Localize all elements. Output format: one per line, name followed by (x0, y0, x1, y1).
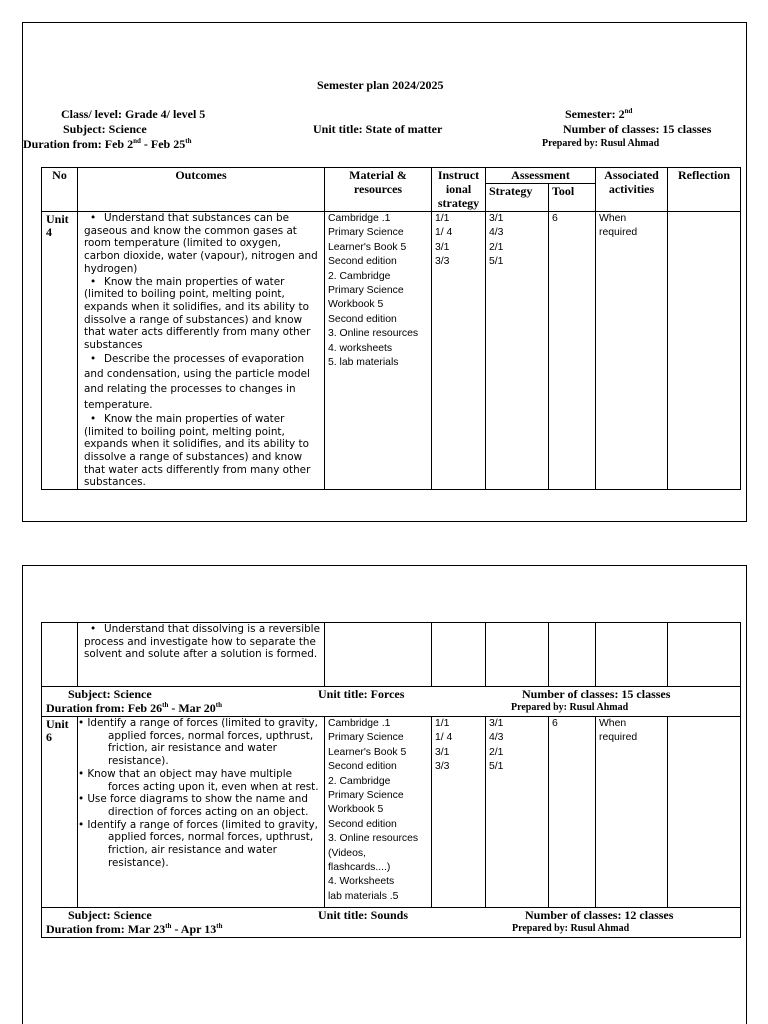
material-line: 3. Online resources (328, 328, 419, 340)
material-line: lab materials .5 (328, 890, 399, 902)
material-line: 2. Cambridge (328, 775, 391, 787)
instructional-value: 1/1 (435, 213, 450, 224)
instructional-value: 3/1 (435, 746, 450, 758)
associated-line: When (599, 213, 627, 224)
page-1 (22, 22, 747, 522)
header-assessment: Assessment (486, 168, 596, 184)
outcome-item: • Describe the processes of evaporation and condensation, using the particle model and relating the processes to changes in temperature. (84, 352, 310, 411)
outcome-item: • Know the main properties of water (limited to boiling point, melting point, expands when it solidifies, and its ability to dissolve a range of substances) and know that water acts differently from many other substances. (84, 412, 311, 489)
outcomes-cell (78, 212, 325, 490)
class-level: Class/ level: Grade 4/ level 5 (61, 107, 206, 121)
material-line: Second edition (328, 256, 397, 268)
unit-title: Unit title: State of matter (313, 122, 443, 136)
duration: Duration from: Feb 2nd - Feb 25th (23, 137, 192, 151)
plan-table-unit-4 (41, 167, 741, 490)
instructional-value: 3/1 (435, 241, 450, 253)
strategy-cell (486, 212, 549, 490)
reflection-cell (668, 717, 741, 908)
forces-unit-header (42, 687, 741, 717)
material-line: 3. Online resources (328, 833, 419, 845)
instructional-value: 3/3 (435, 761, 450, 773)
unit-title: Unit title: Sounds (318, 908, 409, 922)
strategy-value: 4/3 (489, 227, 504, 239)
reflection-cell (668, 212, 741, 490)
header-instructional: Instruct ional strategy (432, 168, 486, 212)
material-line: Primary Science (328, 285, 404, 297)
outcome-item: • Identify a range of forces (limited to gravity, applied forces, normal forces, upthrust, friction, air resistance and water resistance). (78, 818, 318, 869)
materials-cell (325, 212, 432, 490)
strategy-value: 3/1 (489, 213, 504, 224)
semester: Semester: 2nd (565, 107, 633, 121)
subject: Subject: Science (68, 687, 152, 701)
number-of-classes: Number of classes: 12 classes (525, 908, 674, 922)
associated-cell (596, 212, 668, 490)
header-strategy: Strategy (486, 184, 549, 212)
prepared-by: Prepared by: Rusul Ahmad (512, 923, 630, 934)
material-line: Second edition (328, 313, 397, 325)
unit-number: Unit 4 (42, 212, 78, 490)
instructional-value: 3/3 (435, 256, 450, 268)
instructional-cell (432, 212, 486, 490)
unit-title: Unit title: Forces (318, 687, 405, 701)
instructional-value: 1/ 4 (435, 732, 453, 744)
material-line: 2. Cambridge (328, 270, 391, 282)
header-tool: Tool (549, 184, 596, 212)
header-associated: Associated activities (596, 168, 668, 212)
continued-outcome: • Understand that dissolving is a reversible process and investigate how to separate the solvent and solute after a solution is formed. (78, 623, 325, 687)
material-line: 4. worksheets (328, 342, 393, 354)
strategy-value: 2/1 (489, 241, 504, 253)
material-line: 4. Worksheets (328, 876, 395, 888)
material-line: (Videos, (328, 847, 366, 859)
unit-number: Unit 6 (42, 717, 78, 908)
duration: Duration from: Mar 23th - Apr 13th (46, 922, 223, 936)
associated-line: When (599, 718, 627, 729)
number-of-classes: Number of classes: 15 classes (563, 122, 712, 136)
sounds-unit-header (42, 908, 741, 938)
material-line: Primary Science (328, 227, 404, 239)
prepared-by: Prepared by: Rusul Ahmad (542, 138, 660, 149)
subject: Subject: Science (63, 122, 147, 136)
instructional-cell (432, 717, 486, 908)
material-line: Learner's Book 5 (328, 241, 407, 253)
material-line: Primary Science (328, 790, 404, 802)
header-material: Material & resources (325, 168, 432, 212)
material-line: Workbook 5 (328, 299, 384, 311)
material-line: Second edition (328, 761, 397, 773)
duration: Duration from: Feb 26th - Mar 20th (46, 701, 223, 715)
subject: Subject: Science (68, 908, 152, 922)
plan-table-continued (41, 622, 741, 938)
material-line: Workbook 5 (328, 804, 384, 816)
outcome-item: • Understand that substances can be gaseous and know the common gases at room temperature (limited to oxygen, carbon dioxide, water (vapour), nitrogen and hydrogen) (84, 212, 318, 275)
tool-cell: 6 (549, 212, 596, 490)
material-line: Primary Science (328, 732, 404, 744)
associated-line: required (599, 732, 638, 744)
material-line: Cambridge .1 (328, 213, 391, 224)
tool-cell: 6 (549, 717, 596, 908)
materials-cell (325, 717, 432, 908)
material-line: Cambridge .1 (328, 718, 391, 729)
associated-cell (596, 717, 668, 908)
header-reflection: Reflection (668, 168, 741, 212)
instructional-value: 1/1 (435, 718, 450, 729)
strategy-value: 4/3 (489, 732, 504, 744)
page-title: Semester plan 2024/2025 (317, 78, 444, 92)
strategy-value: 2/1 (489, 746, 504, 758)
strategy-value: 3/1 (489, 718, 504, 729)
outcome-item: • Identify a range of forces (limited to gravity, applied forces, normal forces, upthrust, friction, air resistance and water resistance). (78, 717, 318, 768)
associated-line: required (599, 227, 638, 239)
number-of-classes: Number of classes: 15 classes (522, 687, 671, 701)
material-line: Learner's Book 5 (328, 746, 407, 758)
material-line: 5. lab materials (328, 357, 399, 369)
material-line: Second edition (328, 818, 397, 830)
prepared-by: Prepared by: Rusul Ahmad (511, 702, 629, 713)
instructional-value: 1/ 4 (435, 227, 453, 239)
page-2 (22, 565, 747, 1024)
strategy-value: 5/1 (489, 256, 504, 268)
strategy-value: 5/1 (489, 761, 504, 773)
material-line: flashcards....) (328, 862, 391, 874)
header-no: No (42, 168, 78, 212)
header-outcomes: Outcomes (78, 168, 325, 212)
strategy-cell (486, 717, 549, 908)
outcomes-cell (78, 717, 325, 908)
outcome-item: • Use force diagrams to show the name and direction of forces acting on an object. (78, 793, 309, 818)
outcome-item: • Know that an object may have multiple forces acting upon it, even when at rest. (78, 767, 319, 793)
outcome-item: • Know the main properties of water (limited to boiling point, melting point, expands when it solidifies, and its ability to dissolve a range of substances) and know that water acts differently from many other substances (84, 275, 311, 352)
